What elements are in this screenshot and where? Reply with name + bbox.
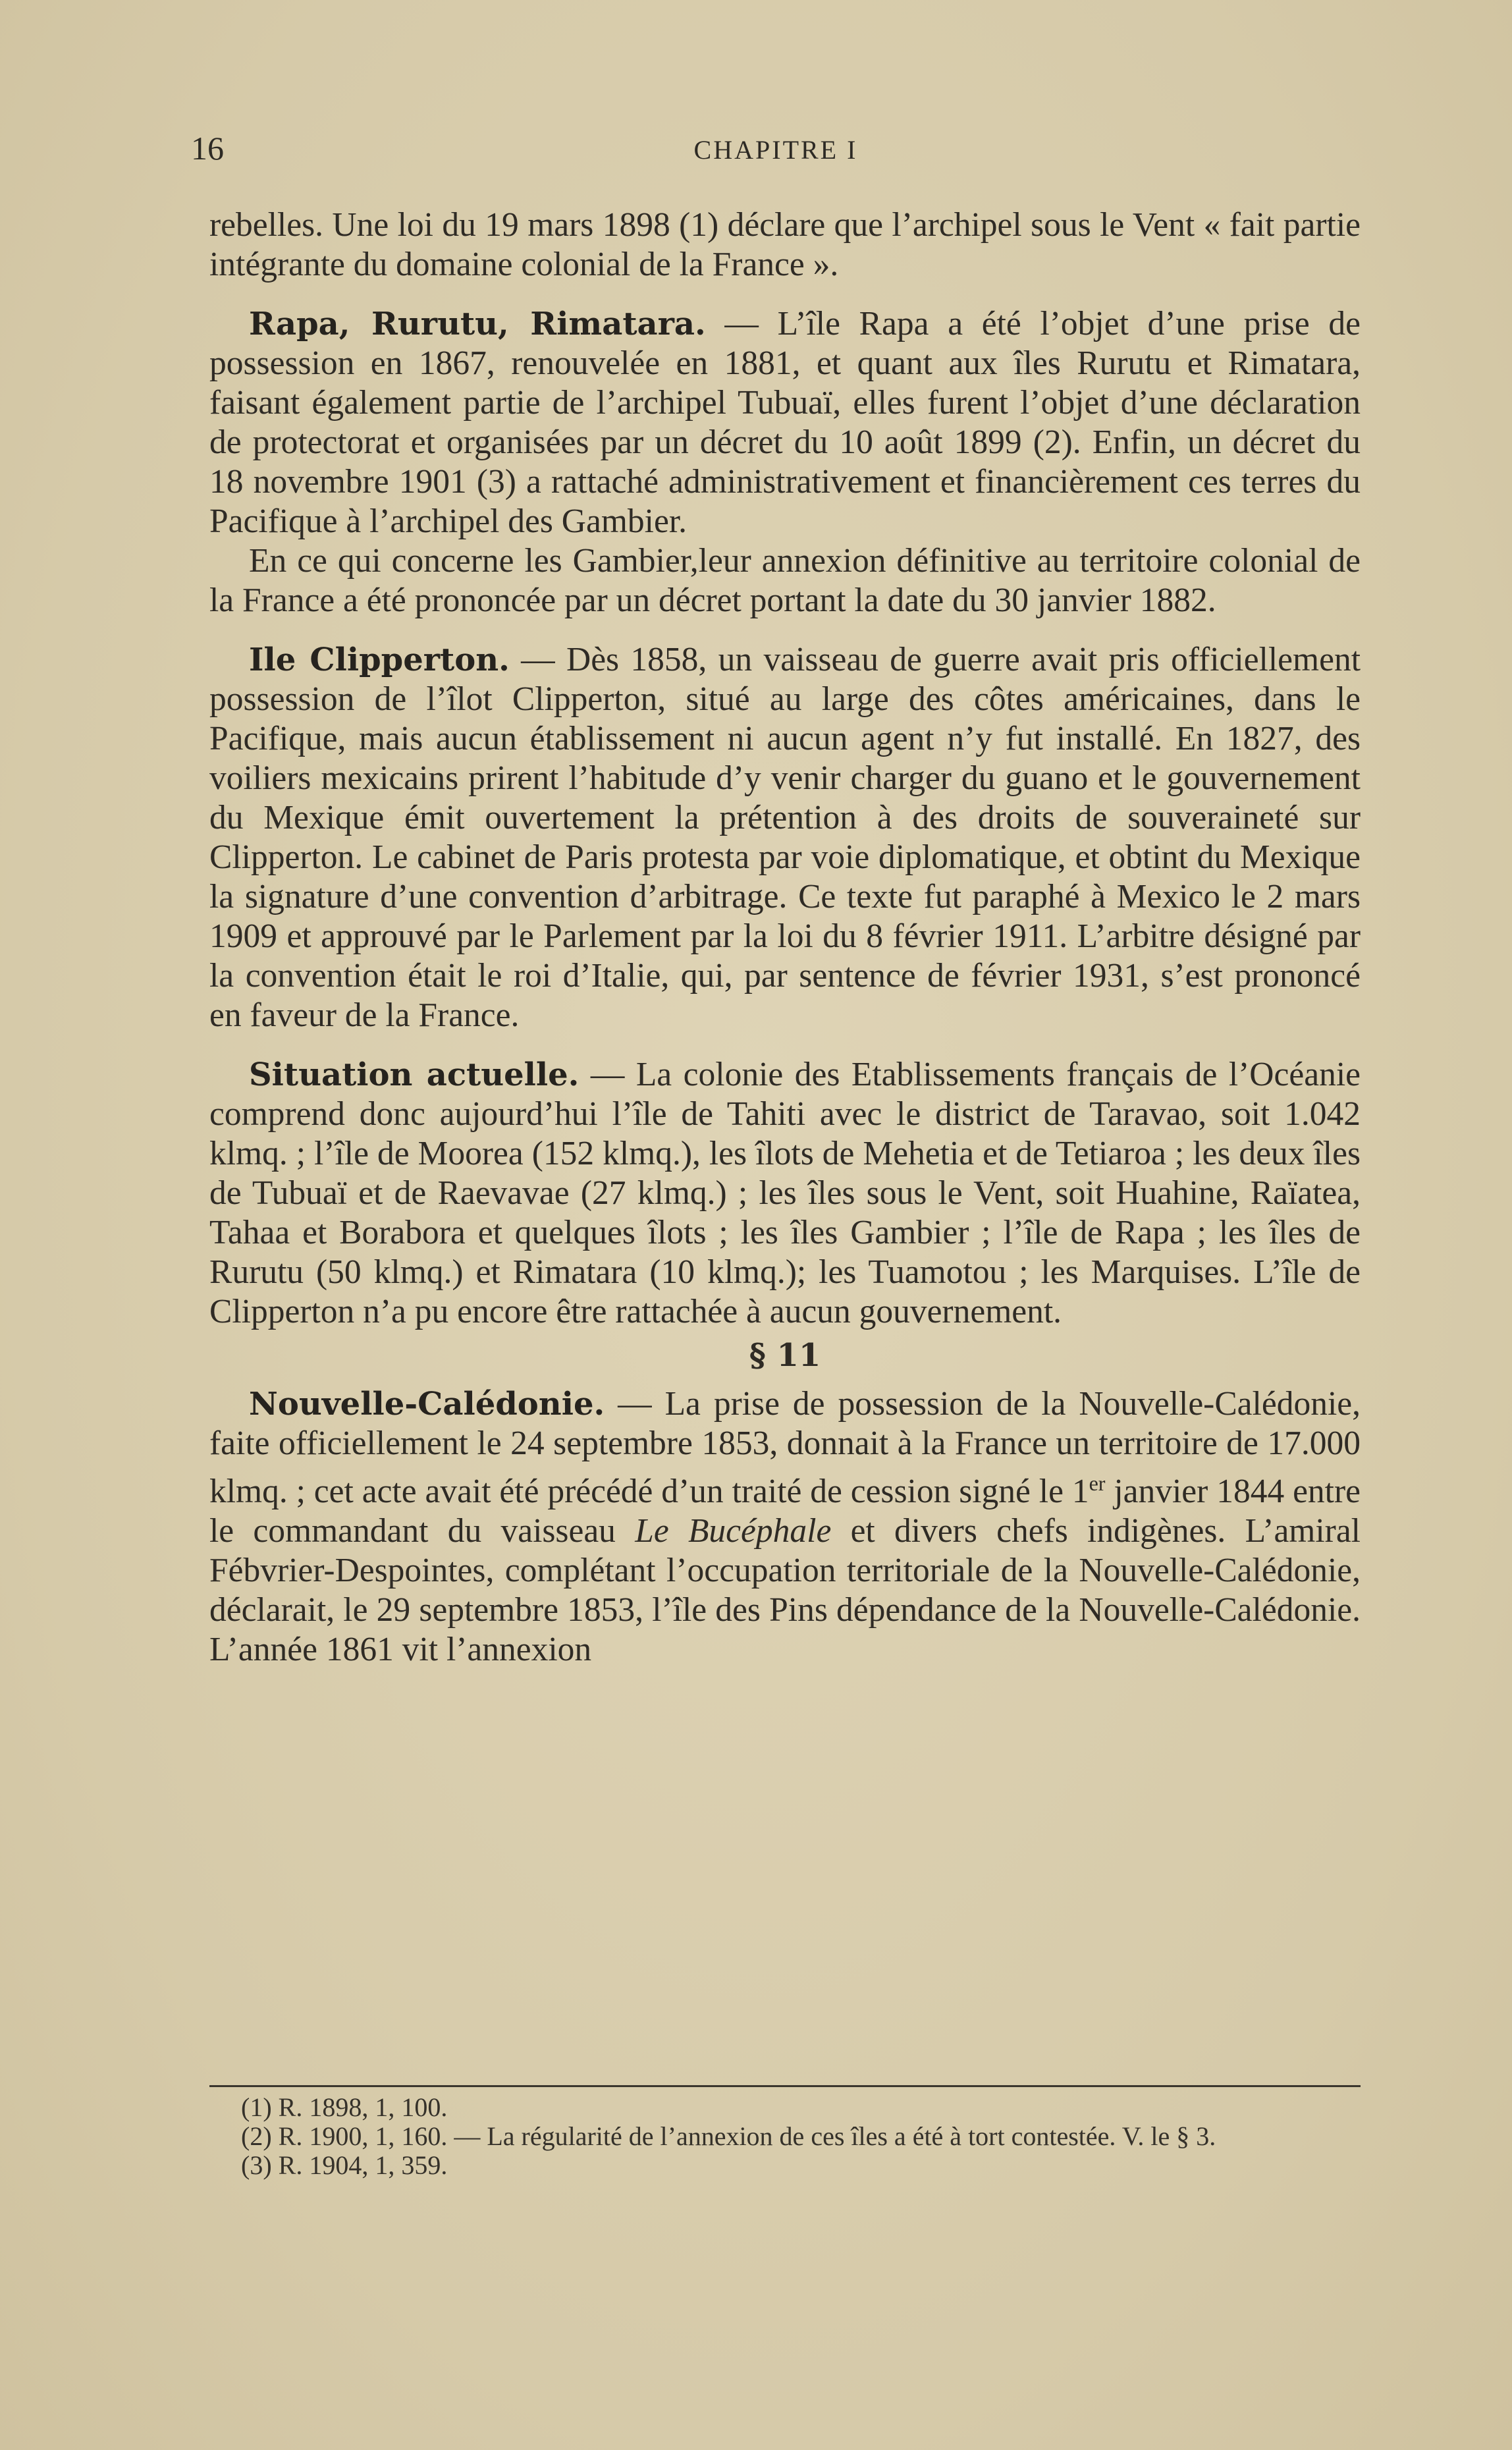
heading-situation-actuelle: Situation actuelle. [249, 1056, 580, 1093]
paragraph-rapa-text: — L’île Rapa a été l’objet d’une prise de possession en 1867, renouvelée en 1881, et quant aux îles Rurutu et Rimatara, faisant également partie de l’archipel Tubuaï, elles furent l’objet d’une déclaration de protectorat et organisées par un décret du 10 août 1899 (2). Enfin, un décret du 18 novembre 1901 (3) a rattaché administrativement et financièrement ces terres du Pacifique à l’archipel des Gambier. [209, 305, 1361, 540]
section-mark: § 11 [749, 1337, 821, 1374]
footnote-rule [209, 2085, 1361, 2087]
paragraph-situation-text: — La colonie des Etablissements français de l’Océanie comprend donc aujourd’hui l’île de Tahiti avec le district de Taravao, soit 1.042 klmq. ; l’île de Moorea (152 klmq.), les îlots de Mehetia et de Tetiaroa ; les deux îles de Tubuaï et de Raevavae (27 klmq.) ; les îles sous le Vent, soit Huahine, Raïatea, Tahaa et Borabora et quelques îlots ; les îles Gambier ; l’île de Rapa ; les îles de Rurutu (50 klmq.) et Rimatara (10 klmq.); les Tuamotou ; les Marquises. L’île de Clipperton n’a pu encore être rattachée à aucun gouvernement. [209, 1056, 1361, 1330]
superscript-er: er [1089, 1471, 1106, 1495]
paragraph-gambier: En ce qui concerne les Gambier,leur annexion définitive au territoire colonial de la France a été prononcée par un décret portant la date du 30 janvier 1882. [209, 542, 1361, 619]
paragraph-situation [209, 1055, 1361, 1332]
paragraph-clipperton [209, 640, 1361, 1035]
heading-rapa-rurutu-rimatara: Rapa, Rurutu, Rimatara. [249, 306, 706, 342]
running-head: CHAPITRE I [693, 135, 858, 165]
page-number: 16 [191, 130, 224, 167]
paragraph-nc-text-c: et divers chefs indigènes. L’amiral Fébvrier-Despointes, complétant l’occupation territoriale de la Nouvelle-Calédonie, déclarait, le 29 septembre 1853, l’île des Pins dépendance de la Nouvelle-Calédonie. L’année 1861 vit l’annexion [209, 1512, 1361, 1669]
paragraph-rapa [209, 304, 1361, 541]
paragraph-archipel-sous-le-vent: rebelles. Une loi du 19 mars 1898 (1) déclare que l’archipel sous le Vent « fait partie intégrante du domaine colonial de la France ». [209, 206, 1361, 283]
paragraph-nc-text-b: janvier 1844 entre le commandant du vaisseau [209, 1473, 1361, 1550]
paragraph-nouvelle-caledonie [209, 1384, 1361, 1670]
paragraph-nc-text-a: — La prise de possession de la Nouvelle-Calédonie, faite officiellement le 24 septembre 1853, donnait à la France un territoire de 17.000 klmq. ; cet acte avait été précédé d’un traité de cession signé le 1 [209, 1385, 1361, 1511]
ship-name: Le Bucéphale [635, 1512, 832, 1550]
page-header [191, 129, 1361, 169]
paragraph-clipperton-text: — Dès 1858, un vaisseau de guerre avait pris officiellement possession de l’îlot Clipperton, situé au large des côtes américaines, dans le Pacifique, mais aucun établissement ni aucun agent n’y fut installé. En 1827, des voiliers mexicains prirent l’habitude d’y venir charger du guano et le gouvernement du Mexique émit ouvertement la prétention à des droits de souveraineté sur Clipperton. Le cabinet de Paris protesta par voie diplomatique, et obtint du Mexique la signature d’une convention d’arbitrage. Ce texte fut paraphé à Mexico le 2 mars 1909 et approuvé par le Parlement par la loi du 8 février 1911. L’arbitre désigné par la convention était le roi d’Italie, qui, par sentence de février 1931, s’est prononcé en faveur de la France. [209, 641, 1361, 1034]
heading-ile-clipperton: Ile Clipperton. [249, 641, 510, 678]
body-text [209, 205, 1361, 1670]
footnote-2: (2) R. 1900, 1, 160. — La régularité de l’annexion de ces îles a été à tort contestée. V. le § 3. [241, 2121, 1216, 2151]
footnote-1: (1) R. 1898, 1, 100. [241, 2092, 448, 2122]
footnote-3: (3) R. 1904, 1, 359. [241, 2150, 448, 2180]
heading-nouvelle-caledonie: Nouvelle-Calédonie. [249, 1386, 605, 1423]
footnotes [209, 2093, 1361, 2180]
